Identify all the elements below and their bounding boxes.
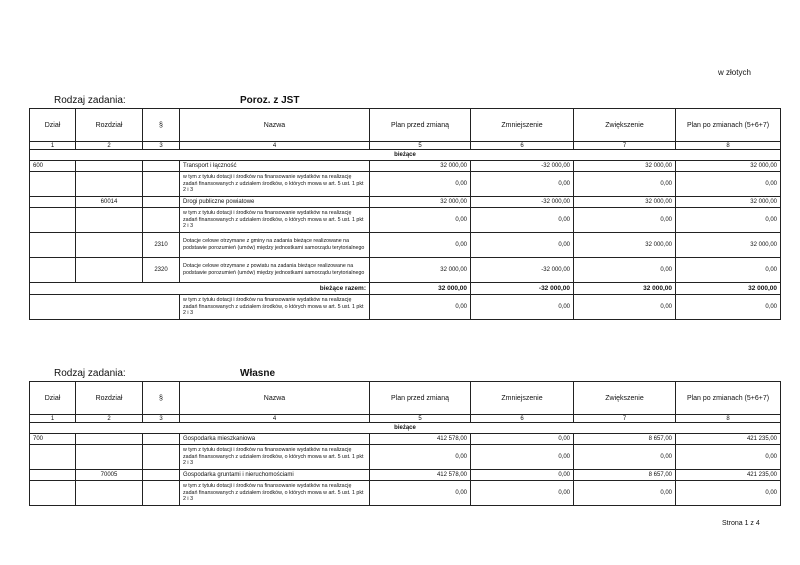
col-number: 5	[370, 142, 471, 150]
cell-plan-po: 0,00	[676, 481, 781, 506]
header-row	[30, 109, 781, 142]
cell-zwiekszenie: 0,00	[574, 172, 676, 197]
cell-plan-po: 0,00	[676, 445, 781, 470]
cell-dzial	[30, 445, 76, 470]
cell-dzial	[30, 481, 76, 506]
total-label: bieżące razem:	[30, 283, 370, 295]
task-header-2	[54, 368, 275, 379]
cell-rozdzial	[76, 434, 143, 445]
cell-plan-po: 32 000,00	[676, 161, 781, 172]
task-label: Rodzaj zadania:	[54, 95, 126, 106]
section-row	[30, 423, 781, 434]
task-label: Rodzaj zadania:	[54, 368, 126, 379]
cell-dzial: 600	[30, 161, 76, 172]
cell-plan: 0,00	[370, 208, 471, 233]
col-header: Rozdział	[76, 109, 143, 142]
unit-label: w złotych	[718, 68, 751, 77]
table-row	[30, 233, 781, 258]
header-row	[30, 382, 781, 415]
table-row	[30, 258, 781, 283]
task-type: Własne	[240, 368, 276, 379]
total-row	[30, 283, 781, 295]
cell-paragraf	[143, 481, 180, 506]
cell-dzial	[30, 172, 76, 197]
col-header: Zmniejszenie	[471, 109, 574, 142]
page-number: Strona 1 z 4	[722, 520, 760, 527]
table-row	[30, 434, 781, 445]
cell-paragraf: 2320	[143, 258, 180, 283]
col-header: Nazwa	[180, 382, 370, 415]
cell-paragraf	[143, 161, 180, 172]
cell-plan: 32 000,00	[370, 197, 471, 208]
cell-nazwa: Gospodarka mieszkaniowa	[180, 434, 370, 445]
cell-plan-po: 32 000,00	[676, 233, 781, 258]
cell-paragraf	[143, 172, 180, 197]
cell-zmniejszenie: 0,00	[471, 233, 574, 258]
col-number: 4	[180, 142, 370, 150]
budget-table-1	[29, 108, 781, 320]
cell-rozdzial	[76, 161, 143, 172]
cell-dzial	[30, 197, 76, 208]
cell-plan-po: 421 235,00	[676, 434, 781, 445]
cell-zmniejszenie: -32 000,00	[471, 161, 574, 172]
cell-rozdzial	[76, 208, 143, 233]
col-header: Plan przed zmianą	[370, 382, 471, 415]
section-label: bieżące	[30, 150, 781, 161]
cell-zmniejszenie: 0,00	[471, 434, 574, 445]
col-header: Plan przed zmianą	[370, 109, 471, 142]
table-row	[30, 161, 781, 172]
cell-dzial	[30, 470, 76, 481]
cell-paragraf	[143, 470, 180, 481]
cell-dzial	[30, 233, 76, 258]
cell-zwiekszenie: 32 000,00	[574, 161, 676, 172]
col-header: Dział	[30, 109, 76, 142]
col-header: Rozdział	[76, 382, 143, 415]
cell-rozdzial	[76, 445, 143, 470]
cell-paragraf: 2310	[143, 233, 180, 258]
col-header: Zmniejszenie	[471, 382, 574, 415]
cell-rozdzial	[76, 172, 143, 197]
cell-rozdzial	[76, 258, 143, 283]
col-number: 4	[180, 415, 370, 423]
table-row	[30, 481, 781, 506]
col-number: 3	[143, 142, 180, 150]
col-number: 2	[76, 415, 143, 423]
col-header: Nazwa	[180, 109, 370, 142]
cell-plan: 0,00	[370, 233, 471, 258]
col-number: 3	[143, 415, 180, 423]
cell-nazwa: Dotacje celowe otrzymane z gminy na zadania bieżące realizowane na podstawie porozumień (umów) między jednostkami samorządu terytorialnego	[180, 233, 370, 258]
cell-zwiekszenie: 0,00	[574, 208, 676, 233]
col-number: 8	[676, 415, 781, 423]
table-row	[30, 470, 781, 481]
cell-plan-po: 32 000,00	[676, 197, 781, 208]
col-number: 1	[30, 415, 76, 423]
cell-plan: 0,00	[370, 295, 471, 320]
cell-zwiekszenie: 8 657,00	[574, 470, 676, 481]
col-number: 7	[574, 415, 676, 423]
cell-rozdzial	[76, 481, 143, 506]
total-zwiekszenie: 32 000,00	[574, 283, 676, 295]
total-plan-po: 32 000,00	[676, 283, 781, 295]
cell-rozdzial: 70005	[76, 470, 143, 481]
cell-dzial	[30, 258, 76, 283]
cell-plan: 412 578,00	[370, 434, 471, 445]
cell-empty	[30, 295, 180, 320]
col-header: Plan po zmianach (5+6+7)	[676, 382, 781, 415]
cell-zmniejszenie: 0,00	[471, 172, 574, 197]
cell-zmniejszenie: 0,00	[471, 445, 574, 470]
total-plan: 32 000,00	[370, 283, 471, 295]
cell-nazwa: Gospodarka gruntami i nieruchomościami	[180, 470, 370, 481]
cell-zwiekszenie: 0,00	[574, 445, 676, 470]
cell-plan-po: 0,00	[676, 295, 781, 320]
col-header: §	[143, 382, 180, 415]
table-row	[30, 172, 781, 197]
col-header: Zwiększenie	[574, 382, 676, 415]
cell-plan: 32 000,00	[370, 258, 471, 283]
cell-zwiekszenie: 32 000,00	[574, 197, 676, 208]
cell-zwiekszenie: 32 000,00	[574, 233, 676, 258]
cell-zmniejszenie: 0,00	[471, 481, 574, 506]
cell-nazwa: w tym z tytułu dotacji i środków na finansowanie wydatków na realizację zadań finansowanych z udziałem środków, o których mowa w art. 5 ust. 1 pkt 2 i 3	[180, 445, 370, 470]
col-header: Plan po zmianach (5+6+7)	[676, 109, 781, 142]
cell-dzial	[30, 208, 76, 233]
cell-zmniejszenie: -32 000,00	[471, 197, 574, 208]
cell-paragraf	[143, 445, 180, 470]
cell-plan-po: 0,00	[676, 258, 781, 283]
total-sub-row	[30, 295, 781, 320]
cell-dzial: 700	[30, 434, 76, 445]
cell-zwiekszenie: 0,00	[574, 481, 676, 506]
table-row	[30, 208, 781, 233]
cell-zmniejszenie: 0,00	[471, 470, 574, 481]
budget-table-2	[29, 381, 781, 506]
cell-nazwa: w tym z tytułu dotacji i środków na finansowanie wydatków na realizację zadań finansowanych z udziałem środków, o których mowa w art. 5 ust. 1 pkt 2 i 3	[180, 295, 370, 320]
cell-nazwa: Transport i łączność	[180, 161, 370, 172]
cell-nazwa: w tym z tytułu dotacji i środków na finansowanie wydatków na realizację zadań finansowanych z udziałem środków, o których mowa w art. 5 ust. 1 pkt 2 i 3	[180, 208, 370, 233]
col-number: 1	[30, 142, 76, 150]
cell-paragraf	[143, 197, 180, 208]
col-header: Dział	[30, 382, 76, 415]
cell-zmniejszenie: -32 000,00	[471, 258, 574, 283]
cell-zwiekszenie: 0,00	[574, 258, 676, 283]
section-row	[30, 150, 781, 161]
cell-rozdzial	[76, 233, 143, 258]
table-row	[30, 197, 781, 208]
col-header: §	[143, 109, 180, 142]
col-number: 6	[471, 415, 574, 423]
col-header: Zwiększenie	[574, 109, 676, 142]
cell-plan: 32 000,00	[370, 161, 471, 172]
section-label: bieżące	[30, 423, 781, 434]
cell-zwiekszenie: 8 657,00	[574, 434, 676, 445]
cell-nazwa: Dotacje celowe otrzymane z powiatu na zadania bieżące realizowane na podstawie porozumień (umów) między jednostkami samorządu terytorialnego	[180, 258, 370, 283]
cell-plan-po: 0,00	[676, 208, 781, 233]
cell-paragraf	[143, 208, 180, 233]
cell-plan: 0,00	[370, 172, 471, 197]
col-number: 5	[370, 415, 471, 423]
task-header-1	[54, 95, 299, 106]
total-zmniejszenie: -32 000,00	[471, 283, 574, 295]
cell-plan-po: 0,00	[676, 172, 781, 197]
cell-nazwa: Drogi publiczne powiatowe	[180, 197, 370, 208]
cell-nazwa: w tym z tytułu dotacji i środków na finansowanie wydatków na realizację zadań finansowanych z udziałem środków, o których mowa w art. 5 ust. 1 pkt 2 i 3	[180, 481, 370, 506]
col-number: 8	[676, 142, 781, 150]
cell-rozdzial: 60014	[76, 197, 143, 208]
column-number-row	[30, 415, 781, 423]
col-number: 6	[471, 142, 574, 150]
cell-plan: 0,00	[370, 445, 471, 470]
cell-plan: 412 578,00	[370, 470, 471, 481]
cell-plan-po: 421 235,00	[676, 470, 781, 481]
table-row	[30, 445, 781, 470]
cell-zmniejszenie: 0,00	[471, 208, 574, 233]
cell-paragraf	[143, 434, 180, 445]
column-number-row	[30, 142, 781, 150]
cell-zmniejszenie: 0,00	[471, 295, 574, 320]
task-type: Poroz. z JST	[240, 95, 300, 106]
cell-plan: 0,00	[370, 481, 471, 506]
col-number: 2	[76, 142, 143, 150]
cell-nazwa: w tym z tytułu dotacji i środków na finansowanie wydatków na realizację zadań finansowanych z udziałem środków, o których mowa w art. 5 ust. 1 pkt 2 i 3	[180, 172, 370, 197]
cell-zwiekszenie: 0,00	[574, 295, 676, 320]
col-number: 7	[574, 142, 676, 150]
